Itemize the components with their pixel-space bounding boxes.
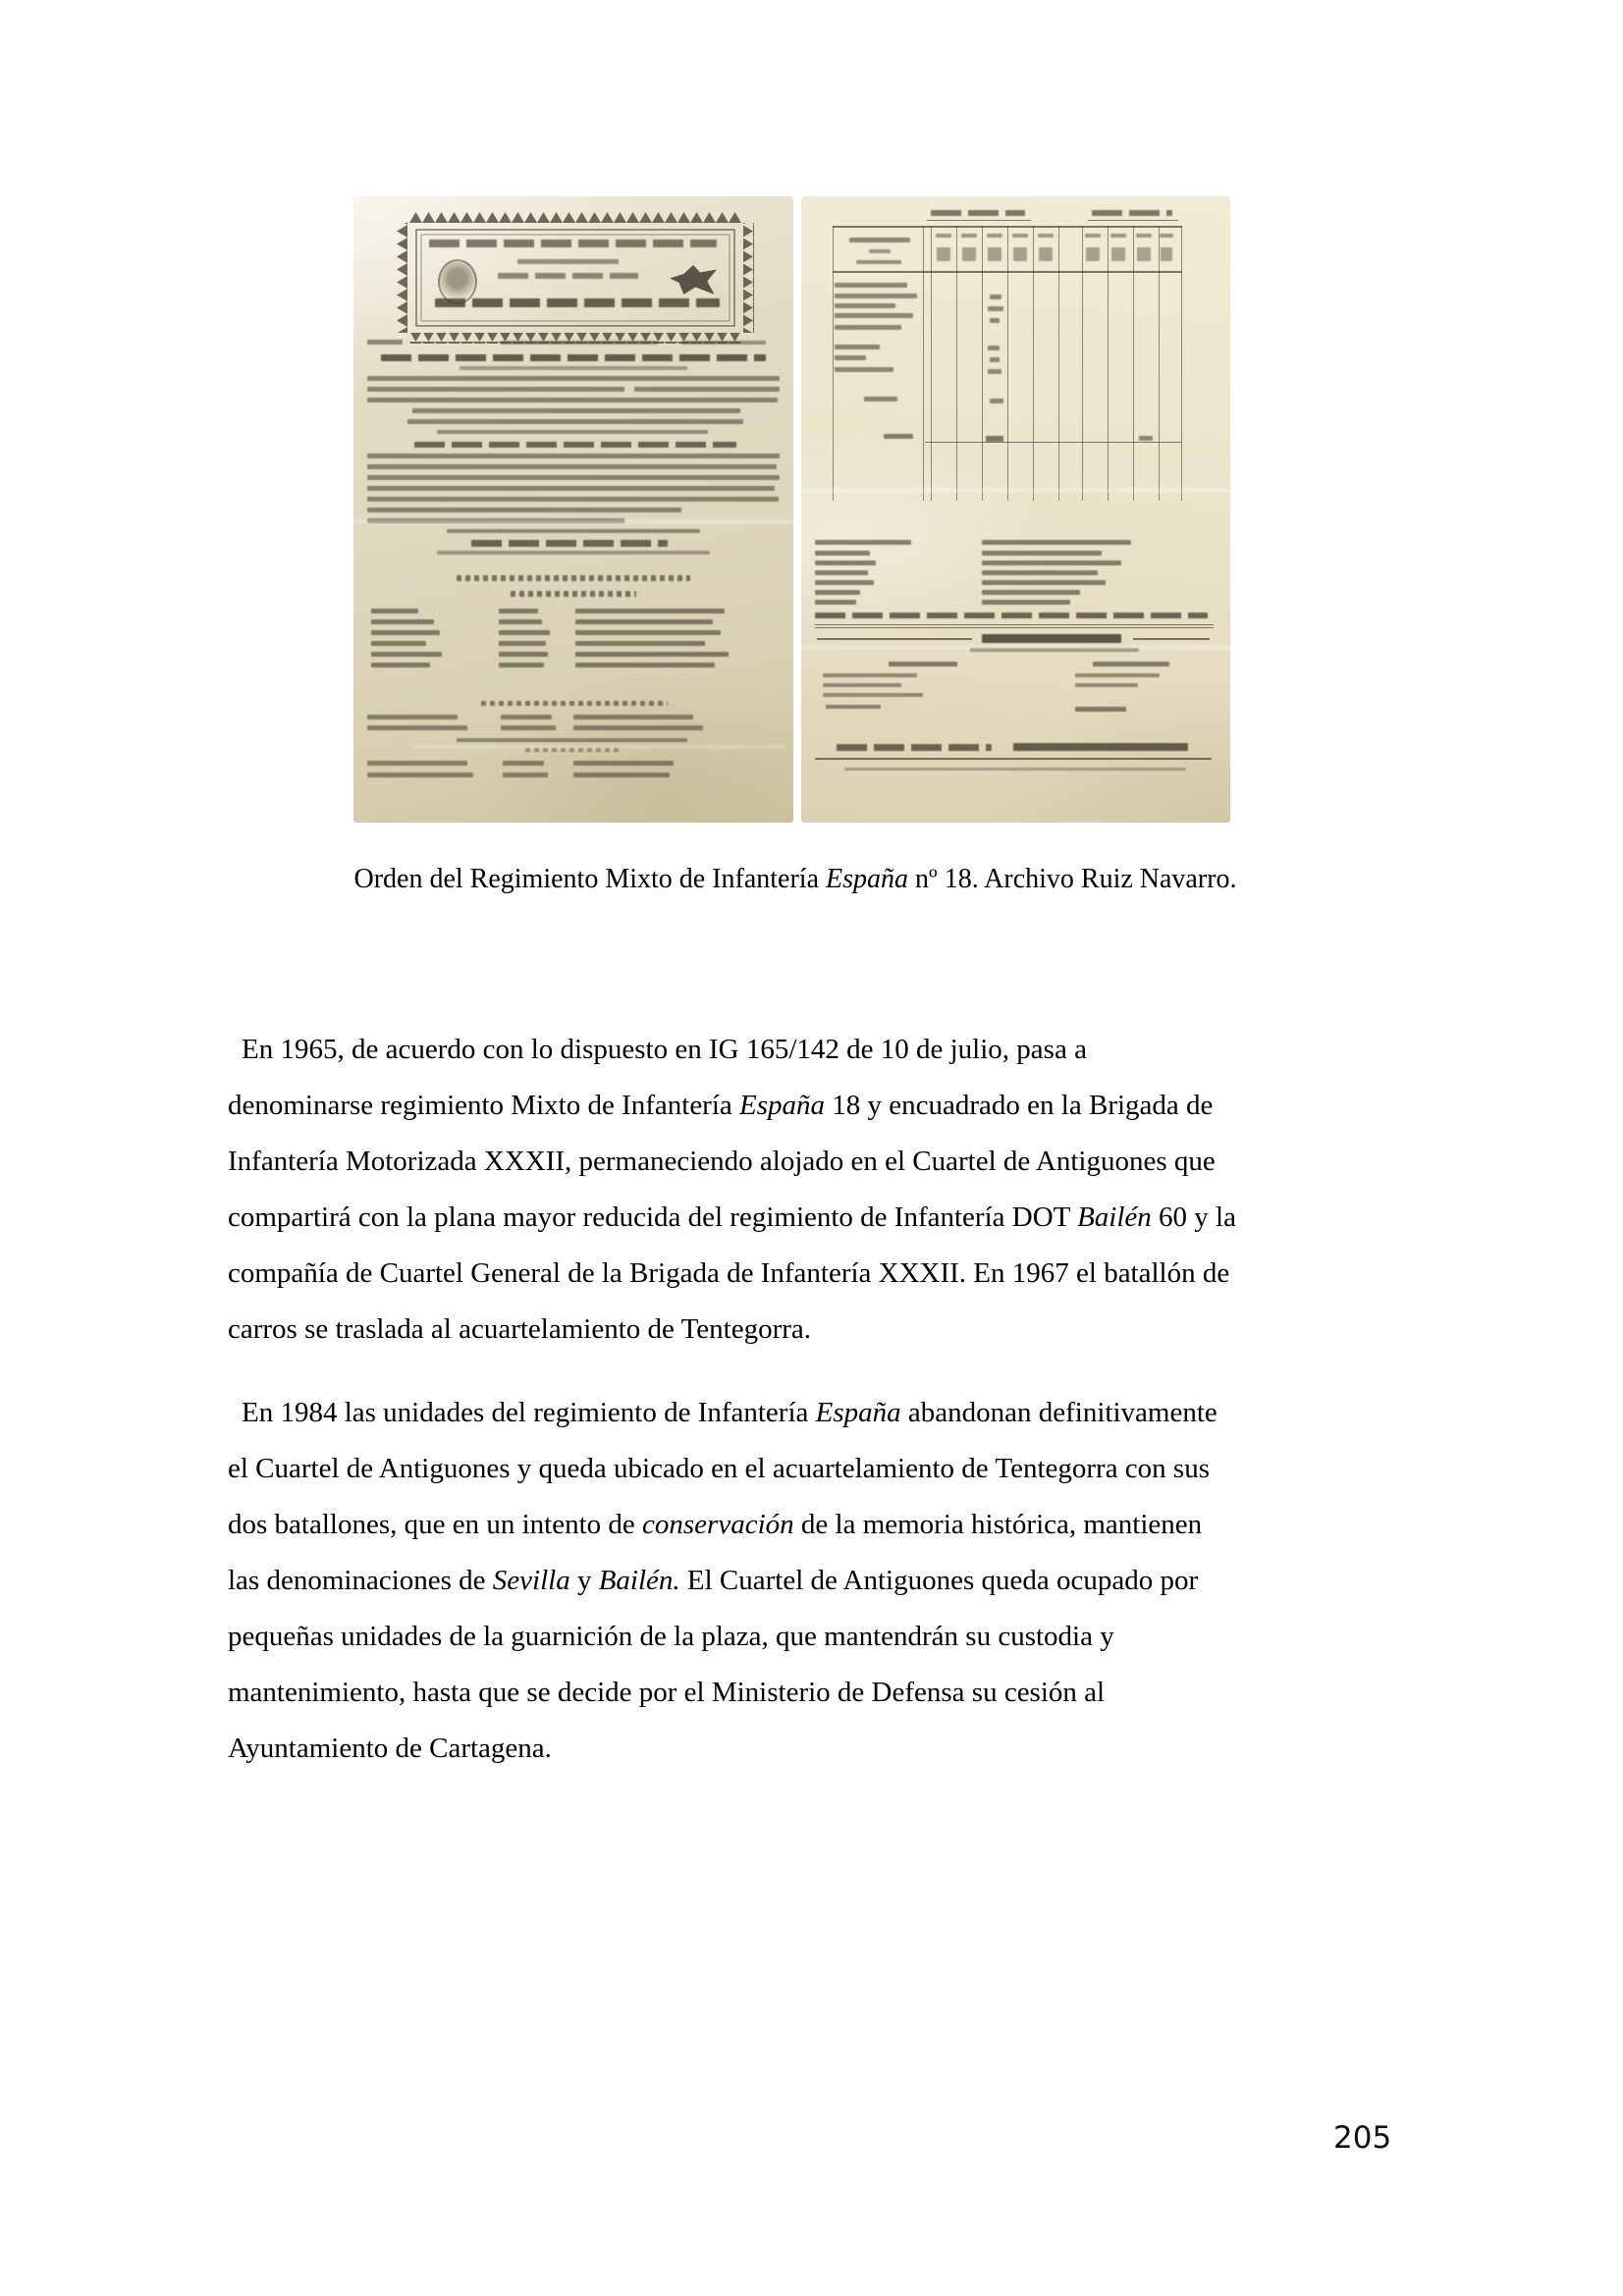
- scan-text-line: [575, 641, 705, 646]
- scan-text-line: [499, 652, 548, 657]
- scan-text-line: [1075, 683, 1138, 687]
- scan-text-line: [460, 366, 687, 370]
- scan-text-line: [367, 454, 780, 458]
- scan-text-line: [367, 398, 778, 402]
- scan-text-line: [962, 247, 976, 261]
- scan-text-line: [835, 283, 907, 288]
- scan-text-line: [435, 298, 720, 307]
- scan-fold-crease: [801, 646, 1230, 649]
- scan-text-line: [412, 408, 740, 413]
- scan-text-line: [990, 399, 1003, 403]
- scan-text-line: [575, 663, 715, 667]
- scan-table-rule: [833, 226, 834, 501]
- scan-text-line: [575, 652, 729, 657]
- scan-text-line: [815, 561, 876, 565]
- scan-table-rule: [1133, 638, 1210, 640]
- scan-text-line: [1161, 247, 1172, 261]
- scanned-document-image: [353, 196, 1230, 823]
- text-line: las denominaciones de Sevilla y Bailén. El Cuartel de Antiguones queda ocupado por: [228, 1565, 1199, 1596]
- scan-text-line: [815, 551, 870, 556]
- scan-text-line: [1093, 662, 1169, 667]
- scan-text-line: [575, 630, 721, 635]
- text-line: carros se traslada al acuartelamiento de Tentegorra.: [228, 1313, 812, 1345]
- scan-table-rule: [817, 638, 972, 640]
- scan-text-line: [429, 240, 717, 247]
- scan-text-line: [982, 600, 1070, 605]
- scan-table-rule: [956, 226, 957, 501]
- scan-text-line: [1160, 234, 1173, 238]
- scan-text-line: [503, 773, 548, 777]
- scan-table-rule: [931, 226, 932, 501]
- scan-text-line: [823, 673, 917, 677]
- text-line: mantenimiento, hasta que se decide por el Ministerio de Defensa su cesión al: [228, 1677, 1106, 1708]
- scan-text-line: [367, 507, 681, 512]
- scan-text-line: [990, 294, 1001, 299]
- scan-text-line: [835, 313, 913, 318]
- scan-text-line: [1075, 673, 1160, 677]
- scan-text-line: [988, 306, 1003, 311]
- scan-text-line: [501, 715, 552, 720]
- scan-text-line: [835, 325, 901, 330]
- scan-text-line: [1039, 247, 1053, 261]
- scan-text-line: [367, 497, 779, 502]
- scan-text-line: [823, 693, 923, 697]
- scan-text-line: [367, 486, 775, 491]
- scan-table-rule: [815, 627, 1214, 628]
- scan-text-line: [864, 397, 897, 401]
- scan-text-line: [1110, 234, 1126, 238]
- scan-text-line: [407, 419, 743, 424]
- scan-text-line: [367, 725, 467, 730]
- scan-text-line: [437, 430, 708, 434]
- scan-text-line: [937, 247, 950, 261]
- scan-text-line: [982, 540, 1131, 545]
- scan-text-line: [982, 551, 1102, 556]
- scan-text-line: [815, 600, 856, 605]
- scan-text-line: [961, 234, 977, 238]
- scan-text-line: [936, 234, 951, 238]
- scan-text-line: [367, 773, 473, 777]
- scan-text-line: [573, 725, 703, 730]
- paragraph: [228, 1385, 1406, 1777]
- scan-text-line: [1013, 247, 1027, 261]
- scan-text-line: [499, 609, 538, 614]
- scan-text-line: [1013, 743, 1188, 751]
- text-line: En 1965, de acuerdo con lo dispuesto en IG 165/142 de 10 de julio, pasa a: [242, 1034, 1087, 1065]
- text-line: compañía de Cuartel General de la Brigada de Infantería XXXII. En 1967 el batallón de: [228, 1257, 1230, 1289]
- scan-text-line: [844, 768, 1186, 771]
- scan-text-line: [499, 641, 546, 646]
- scan-text-line: [367, 761, 467, 766]
- scan-table-rule: [833, 226, 1182, 228]
- page-number: 205: [1333, 2120, 1392, 2156]
- scan-text-line: [367, 376, 780, 381]
- scan-fold-crease: [801, 489, 1230, 492]
- text-line: Infantería Motorizada XXXII, permaneciendo alojado en el Cuartel de Antiguones que: [228, 1146, 1216, 1177]
- scan-fold-crease: [412, 746, 785, 748]
- scan-table-rule: [815, 758, 1212, 760]
- scan-fold-crease: [353, 520, 793, 523]
- scan-text-line: [835, 294, 917, 298]
- scan-text-line: [371, 652, 442, 657]
- scan-text-line: [987, 234, 1002, 238]
- scan-text-line: [471, 540, 668, 547]
- scan-text-line: [835, 303, 895, 308]
- scan-text-line: [367, 715, 458, 720]
- scan-text-line: [826, 705, 881, 709]
- scan-text-line: [815, 590, 860, 595]
- scan-table-rule: [1088, 220, 1178, 221]
- scan-text-line: [884, 434, 913, 439]
- scan-text-line: [815, 580, 874, 585]
- scan-text-line: [823, 683, 901, 687]
- scan-text-line: [1139, 436, 1153, 441]
- scan-text-line: [525, 748, 619, 752]
- scan-text-line: [367, 340, 403, 345]
- scan-text-line: [1075, 707, 1126, 712]
- scan-text-line: [414, 442, 736, 448]
- scan-table-rule: [1058, 226, 1059, 501]
- scan-text-line: [990, 357, 1000, 362]
- scan-table-rule: [925, 442, 1181, 443]
- text-line: compartirá con la plana mayor reducida del regimiento de Infantería DOT Bailén 60 y la: [228, 1201, 1236, 1233]
- scan-table-rule: [1133, 226, 1134, 501]
- scan-text-line: [869, 249, 891, 253]
- scan-text-line: [575, 619, 713, 624]
- text-line: denominarse regimiento Mixto de Infantería España 18 y encuadrado en la Brigada de: [228, 1090, 1214, 1121]
- scan-text-line: [517, 259, 619, 264]
- scan-text-line: [381, 354, 766, 361]
- scan-table-rule: [815, 624, 1214, 625]
- scan-table-rule: [1108, 226, 1109, 501]
- scan-table-rule: [1082, 226, 1083, 501]
- scan-text-line: [371, 630, 440, 635]
- scan-text-line: [835, 355, 866, 360]
- scan-text-line: [982, 634, 1121, 643]
- scan-table-rule: [1181, 226, 1182, 501]
- scan-text-line: [1086, 247, 1100, 261]
- scan-text-line: [503, 761, 544, 766]
- scan-text-line: [367, 475, 780, 480]
- text-line: Ayuntamiento de Cartagena.: [228, 1733, 552, 1764]
- text-line: pequeñas unidades de la guarnición de la plaza, que mantendrán su custodia y: [228, 1621, 1114, 1652]
- scan-text-line: [573, 715, 693, 720]
- scan-text-line: [457, 575, 690, 581]
- scan-text-line: [835, 345, 880, 349]
- scan-text-line: [889, 662, 957, 667]
- scan-text-line: [367, 387, 624, 392]
- scan-text-line: [501, 341, 658, 345]
- scan-text-line: [856, 260, 901, 264]
- figure-caption: Orden del Regimiento Mixto de Infantería España nº 18. Archivo Ruiz Navarro.: [353, 864, 1237, 894]
- scan-text-line: [499, 619, 542, 624]
- scan-text-line: [990, 318, 1000, 323]
- scan-text-line: [447, 529, 700, 533]
- scan-table-rule: [1033, 226, 1034, 501]
- scan-table-rule: [927, 220, 1031, 221]
- scan-text-line: [499, 630, 550, 635]
- scan-text-line: [371, 663, 430, 667]
- scan-text-line: [371, 609, 418, 614]
- scan-text-line: [367, 464, 777, 469]
- scan-table-rule: [1007, 226, 1008, 501]
- scan-text-line: [573, 773, 670, 777]
- scan-text-line: [982, 580, 1106, 585]
- scan-text-line: [371, 641, 426, 646]
- scan-text-line: [849, 238, 910, 242]
- scan-text-line: [931, 210, 1025, 216]
- scan-text-line: [498, 273, 638, 279]
- scan-right-page: [801, 196, 1230, 823]
- paragraph: [228, 1022, 1406, 1358]
- scan-text-line: [835, 367, 893, 372]
- scan-table-rule: [923, 226, 924, 501]
- scan-text-line: [815, 540, 911, 545]
- scan-text-line: [437, 551, 710, 555]
- scan-table-rule: [833, 271, 1182, 273]
- scan-text-line: [988, 247, 1001, 261]
- scan-text-line: [1137, 247, 1151, 261]
- scan-text-line: [1085, 234, 1101, 238]
- scan-text-line: [371, 619, 434, 624]
- scan-text-line: [1111, 247, 1125, 261]
- scan-table-rule: [1159, 226, 1160, 501]
- body-text: [228, 1022, 1406, 1804]
- scan-text-line: [511, 591, 636, 597]
- text-line: En 1984 las unidades del regimiento de Infantería España abandonan definitivamente: [242, 1397, 1217, 1428]
- scan-text-line: [499, 663, 544, 667]
- scan-text-line: [815, 613, 1208, 618]
- scan-text-line: [1092, 210, 1172, 216]
- scan-text-line: [481, 701, 668, 706]
- scan-text-line: [457, 738, 687, 742]
- scan-text-line: [988, 369, 1001, 374]
- text-line: dos batallones, que en un intento de conservación de la memoria histórica, mantienen: [228, 1509, 1203, 1540]
- scan-text-line: [982, 561, 1121, 565]
- scan-text-line: [988, 346, 1000, 350]
- scan-text-line: [634, 387, 780, 392]
- scan-text-line: [681, 341, 766, 345]
- scan-text-line: [573, 761, 674, 766]
- scan-table-rule: [982, 226, 983, 501]
- scan-text-line: [982, 590, 1080, 595]
- scan-text-line: [815, 570, 868, 575]
- scan-text-line: [1012, 234, 1028, 238]
- scan-text-line: [1038, 234, 1054, 238]
- scan-text-line: [982, 570, 1098, 575]
- scan-text-line: [575, 609, 725, 614]
- text-line: el Cuartel de Antiguones y queda ubicado en el acuartelamiento de Tentegorra con sus: [228, 1453, 1211, 1484]
- scan-text-line: [837, 744, 992, 751]
- scan-text-line: [501, 725, 556, 730]
- scan-text-line: [1136, 234, 1152, 238]
